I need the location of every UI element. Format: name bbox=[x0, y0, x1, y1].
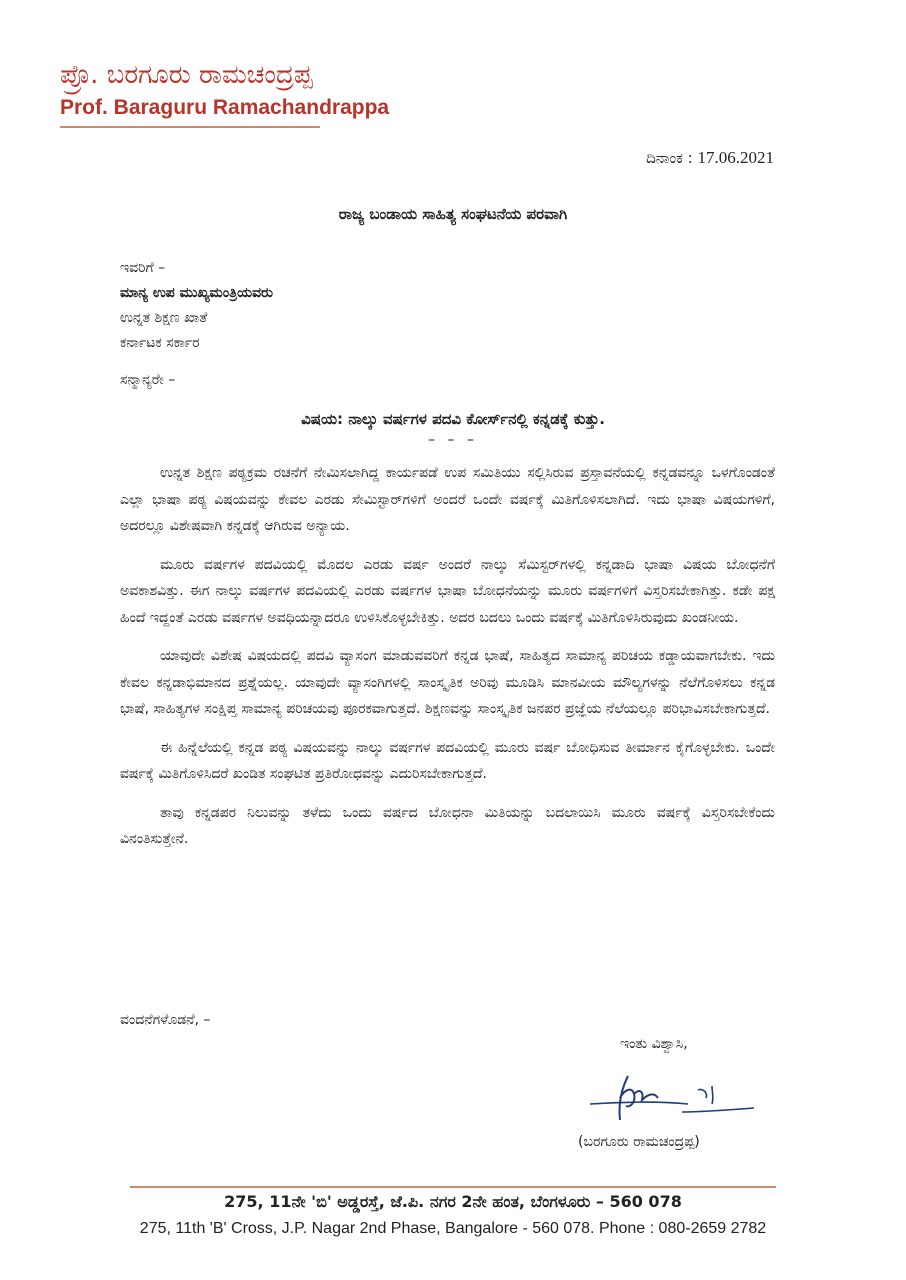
body-paragraph: ಉನ್ನತ ಶಿಕ್ಷಣ ಪಠ್ಯಕ್ರಮ ರಚನೆಗೆ ನೇಮಿಸಲಾಗಿದ್ದ ಕಾರ್ಯಪಡೆ ಉಪ ಸಮಿತಿಯು ಸಲ್ಲಿಸಿರುವ ಪ್ರಸ್ತಾವನೆಯಲ್ಲಿ ಕನ್ನಡವನ್ನೂ ಒಳಗೊಂಡಂತೆ ಎಲ್ಲಾ ಭಾಷಾ ಪಠ್ಯ ವಿಷಯವನ್ನು ಕೇವಲ ಎರಡು ಸೇಮಿಸ್ಟಾರ್‌ಗಳಿಗೆ ಅಂದರೆ ಒಂದೇ ವರ್ಷಕ್ಕೆ ಮಿತಿಗೊಳಿಸಲಾಗಿದೆ. ಇದು ಭಾಷಾ ವಿಷಯಗಳಿಗೆ, ಅದರಲ್ಲೂ ವಿಶೇಷವಾಗಿ ಕನ್ನಡಕ್ಕೆ ಆಗಿರುವ ಅನ್ಯಾಯ. bbox=[120, 465, 775, 534]
recipient-prefix: ಇವರಿಗೆ – bbox=[120, 260, 166, 276]
letterhead-name-english: Prof. Baraguru Ramachandrappa bbox=[60, 96, 390, 119]
date-label: ದಿನಾಂಕ : bbox=[646, 149, 693, 167]
letterhead bbox=[60, 60, 389, 120]
body-paragraph: ತಾವು ಕನ್ನಡಪರ ನಿಲುವನ್ನು ತಳೆದು ಒಂದು ವರ್ಷದ ಬೋಧನಾ ಮಿತಿಯನ್ನು ಬದಲಾಯಿಸಿ ಮೂರು ವರ್ಷಕ್ಕೆ ವಿಸ್ತರಿಸಬೇಕೆಂದು ವಿನಂತಿಸುತ್ತೇನೆ. bbox=[120, 804, 775, 847]
recipient-block bbox=[120, 256, 273, 356]
date-value: 17.06.2021 bbox=[697, 148, 774, 167]
body-paragraph: ಮೂರು ವರ್ಷಗಳ ಪದವಿಯಲ್ಲಿ ಮೊದಲ ಎರಡು ವರ್ಷ ಅಂದರೆ ನಾಲ್ಕು ಸೆಮಿಸ್ಟರ್‌ಗಳಲ್ಲಿ ಕನ್ನಡಾದಿ ಭಾಷಾ ವಿಷಯ ಬೋಧನೆಗೆ ಅವಕಾಶವಿತ್ತು. ಈಗ ನಾಲ್ಕು ವರ್ಷಗಳ ಪದವಿಯಲ್ಲಿ ಎರಡು ವರ್ಷಗಳ ಭಾಷಾ ಬೋಧನೆಯನ್ನು ಮೂರು ವರ್ಷಗಳಿಗೆ ವಿಸ್ತರಿಸಬೇಕಾಗಿತ್ತು. ಕಡೇ ಪಕ್ಷ ಹಿಂದೆ ಇದ್ದಂತೆ ಎರಡು ವರ್ಷಗಳ ಅವಧಿಯನ್ನಾದರೂ ಉಳಿಸಿಕೊಳ್ಳಬೇಕಿತ್ತು. ಅದರ ಬದಲು ಒಂದು ವರ್ಷಕ್ಕೆ ಮಿತಿಗೊಳಿಸಿರುವುದು ಖಂಡನೀಯ. bbox=[120, 556, 775, 626]
closing-line: ವಂದನೆಗಳೊಡನೆ, – bbox=[120, 1012, 211, 1028]
salutation: ಸನ್ಮಾನ್ಯರೇ – bbox=[120, 372, 176, 388]
body-paragraph: ಯಾವುದೇ ವಿಶೇಷ ವಿಷಯದಲ್ಲಿ ಪದವಿ ವ್ಯಾಸಂಗ ಮಾಡುವವರಿಗೆ ಕನ್ನಡ ಭಾಷೆ, ಸಾಹಿತ್ಯದ ಸಾಮಾನ್ಯ ಪರಿಚಯ ಕಡ್ಡಾಯವಾಗಬೇಕು. ಇದು ಕೇವಲ ಕನ್ನಡಾಭಿಮಾನದ ಪ್ರಶ್ನೆಯಲ್ಲ. ಯಾವುದೇ ವ್ಯಾಸಂಗಿಗಳಲ್ಲಿ ಸಾಂಸ್ಕೃತಿಕ ಅರಿವು ಮೂಡಿಸಿ ಮಾನವೀಯ ಮೌಲ್ಯಗಳನ್ನು ನೆಲೆಗೊಳಿಸಲು ಕನ್ನಡ ಭಾಷೆ, ಸಾಹಿತ್ಯಗಳ ಸಂಕ್ಷಿಪ್ತ ಸಾಮಾನ್ಯ ಪರಿಚಯವು ಪೂರಕವಾಗುತ್ತದೆ. ಶಿಕ್ಷಣವನ್ನು ಸಾಂಸ್ಕೃತಿಕ ಜನಪರ ಪ್ರಜ್ಞೆಯ ನೆಲೆಯಲ್ಲೂ ಪರಿಭಾವಿಸಬೇಕಾಗುತ್ತದೆ. bbox=[120, 648, 775, 717]
signature-image bbox=[588, 1068, 758, 1132]
subject-separator: – – – bbox=[428, 432, 478, 448]
date-line bbox=[646, 148, 774, 168]
recipient-government: ಕರ್ನಾಟಕ ಸರ್ಕಾರ bbox=[120, 335, 200, 351]
letter-body bbox=[120, 460, 775, 865]
letterhead-divider bbox=[60, 126, 320, 128]
subject-line: ವಿಷಯ: ನಾಲ್ಕು ವರ್ಷಗಳ ಪದವಿ ಕೋರ್ಸ್‌ನಲ್ಲಿ ಕನ್ನಡಕ್ಕೆ ಕುತ್ತು. bbox=[301, 410, 605, 428]
letterhead-name-kannada: ಪ್ರೊ. ಬರಗೂರು ರಾಮಚಂದ್ರಪ್ಪ bbox=[60, 60, 313, 90]
recipient-title: ಮಾನ್ಯ ಉಪ ಮುಖ್ಯಮಂತ್ರಿಯವರು bbox=[120, 285, 273, 301]
recipient-department: ಉನ್ನತ ಶಿಕ್ಷಣ ಖಾತೆ bbox=[120, 310, 208, 326]
body-paragraph: ಈ ಹಿನ್ನೆಲೆಯಲ್ಲಿ ಕನ್ನಡ ಪಠ್ಯ ವಿಷಯವನ್ನು ನಾಲ್ಕು ವರ್ಷಗಳ ಪದವಿಯಲ್ಲಿ ಮೂರು ವರ್ಷ ಬೋಧಿಸುವ ತೀರ್ಮಾನ ಕೈಗೊಳ್ಳಬೇಕು. ಒಂದೇ ವರ್ಷಕ್ಕೆ ಮಿತಿಗೊಳಿಸಿದರೆ ಖಂಡಿತ ಸಂಘಟಿತ ಪ್ರತಿರೋಧವನ್ನು ಎದುರಿಸಬೇಕಾಗುತ್ತದೆ. bbox=[120, 739, 775, 782]
signer-name: (ಬರಗೂರು ರಾಮಚಂದ್ರಪ್ಪ) bbox=[578, 1134, 700, 1150]
letter-heading: ರಾಜ್ಯ ಬಂಡಾಯ ಸಾಹಿತ್ಯ ಸಂಘಟನೆಯ ಪರವಾಗಿ bbox=[338, 205, 568, 223]
footer-address-kannada: 275, 11ನೇ 'ಬಿ' ಅಡ್ಡರಸ್ತೆ, ಜೆ.ಪಿ. ನಗರ 2ನೇ ಹಂತ, ಬೆಂಗಳೂರು – 560 078 bbox=[224, 1192, 682, 1211]
footer-divider bbox=[130, 1186, 776, 1188]
footer-address-english: 275, 11th 'B' Cross, J.P. Nagar 2nd Phase, Bangalore - 560 078. Phone : 080-2659 2782 bbox=[139, 1220, 767, 1237]
yours-faithfully: ಇಂತು ವಿಶ್ವಾಸಿ, bbox=[620, 1036, 688, 1052]
